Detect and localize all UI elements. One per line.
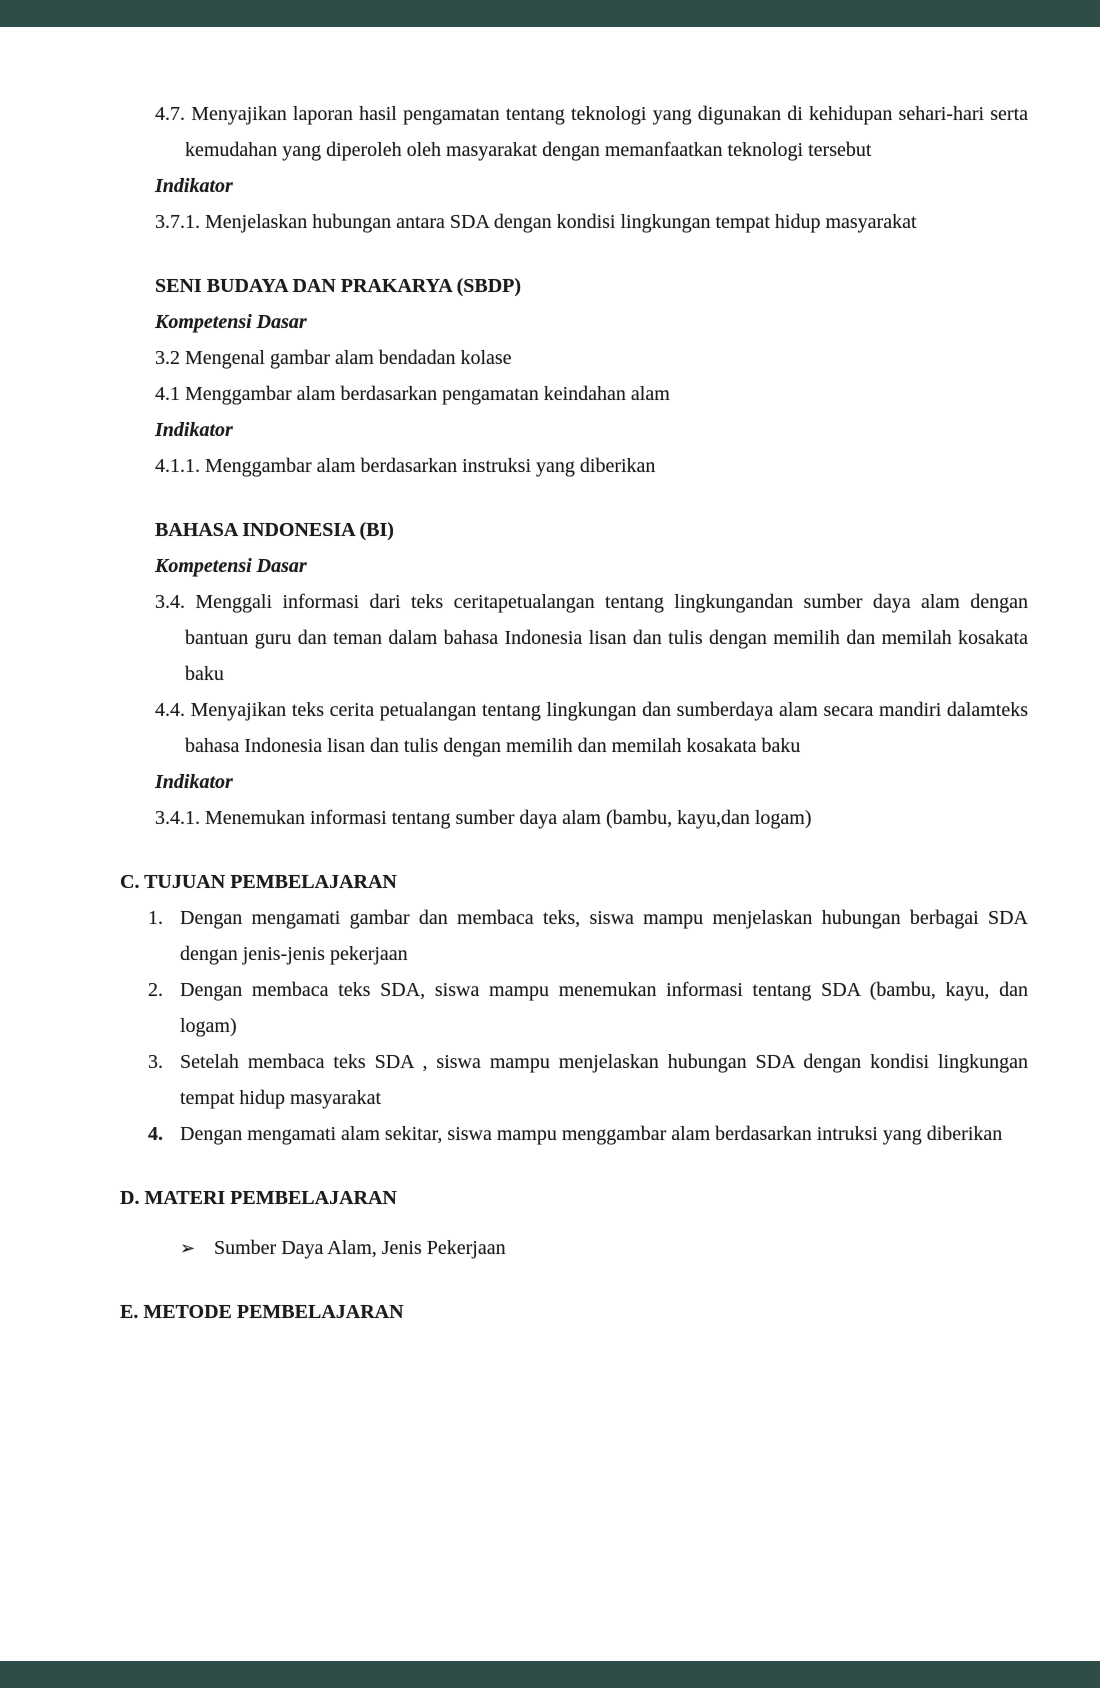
- list-item-number: 3.: [148, 1051, 163, 1073]
- list-item-text: Setelah membaca teks SDA , siswa mampu menjelaskan hubungan SDA dengan kondisi lingkungan tempat hidup masyarakat: [180, 1051, 1028, 1109]
- section-heading-metode: E. METODE PEMBELAJARAN: [120, 1301, 404, 1323]
- subject-heading-sbdp: SENI BUDAYA DAN PRAKARYA (SBDP): [155, 275, 522, 297]
- tujuan-list-item: [148, 900, 1028, 972]
- page-gap-bar-bottom: [0, 1661, 1100, 1688]
- subject-heading-bi: BAHASA INDONESIA (BI): [155, 519, 394, 541]
- list-item-number: 2.: [148, 979, 163, 1001]
- kd-statement-4-1: 4.1 Menggambar alam berdasarkan pengamatan keindahan alam: [155, 383, 670, 405]
- page-gap-bar-top: [0, 0, 1100, 27]
- kd-statement-4-4: 4.4. Menyajikan teks cerita petualangan tentang lingkungan dan sumberdaya alam secara mandiri dalamteks bahasa Indonesia lisan dan tulis dengan memilih dan memilah kosakata baku: [155, 699, 1028, 757]
- tujuan-list-item: [148, 1116, 1028, 1152]
- section-heading-materi: D. MATERI PEMBELAJARAN: [120, 1187, 397, 1209]
- list-item-text: Dengan mengamati alam sekitar, siswa mampu menggambar alam berdasarkan intruksi yang diberikan: [180, 1123, 1003, 1145]
- indikator-label: Indikator: [155, 419, 233, 441]
- materi-item-text: Sumber Daya Alam, Jenis Pekerjaan: [214, 1237, 506, 1259]
- indikator-label: Indikator: [155, 175, 233, 197]
- kd-statement-3-4: 3.4. Menggali informasi dari teks ceritapetualangan tentang lingkungandan sumber daya alam dengan bantuan guru dan teman dalam bahasa Indonesia lisan dan tulis dengan memilih dan memilah kosakata baku: [155, 591, 1028, 685]
- materi-bullet-item: [180, 1230, 1028, 1266]
- document-content: [120, 96, 1028, 1330]
- tujuan-list-item: [148, 1044, 1028, 1116]
- list-item-text: Dengan mengamati gambar dan membaca teks, siswa mampu menjelaskan hubungan berbagai SDA dengan jenis-jenis pekerjaan: [180, 907, 1028, 965]
- list-item-number: 4.: [148, 1123, 163, 1145]
- kd-statement-3-2: 3.2 Mengenal gambar alam bendadan kolase: [155, 347, 512, 369]
- arrow-bullet-icon: ➢: [180, 1238, 196, 1258]
- kompetensi-dasar-label: Kompetensi Dasar: [155, 311, 307, 333]
- kompetensi-dasar-label: Kompetensi Dasar: [155, 555, 307, 577]
- indicator-3-7-1: 3.7.1. Menjelaskan hubungan antara SDA dengan kondisi lingkungan tempat hidup masyarakat: [155, 211, 917, 233]
- tujuan-list-item: [148, 972, 1028, 1044]
- list-item-text: Dengan membaca teks SDA, siswa mampu menemukan informasi tentang SDA (bambu, kayu, dan logam): [180, 979, 1028, 1037]
- list-item-number: 1.: [148, 907, 163, 929]
- indicator-4-1-1: 4.1.1. Menggambar alam berdasarkan instruksi yang diberikan: [155, 455, 656, 477]
- kd-statement-4-7: 4.7. Menyajikan laporan hasil pengamatan tentang teknologi yang digunakan di kehidupan sehari-hari serta kemudahan yang diperoleh oleh masyarakat dengan memanfaatkan teknologi tersebut: [155, 103, 1028, 161]
- indikator-label: Indikator: [155, 771, 233, 793]
- indicator-3-4-1: 3.4.1. Menemukan informasi tentang sumber daya alam (bambu, kayu,dan logam): [155, 807, 812, 829]
- section-heading-tujuan: C. TUJUAN PEMBELAJARAN: [120, 871, 397, 893]
